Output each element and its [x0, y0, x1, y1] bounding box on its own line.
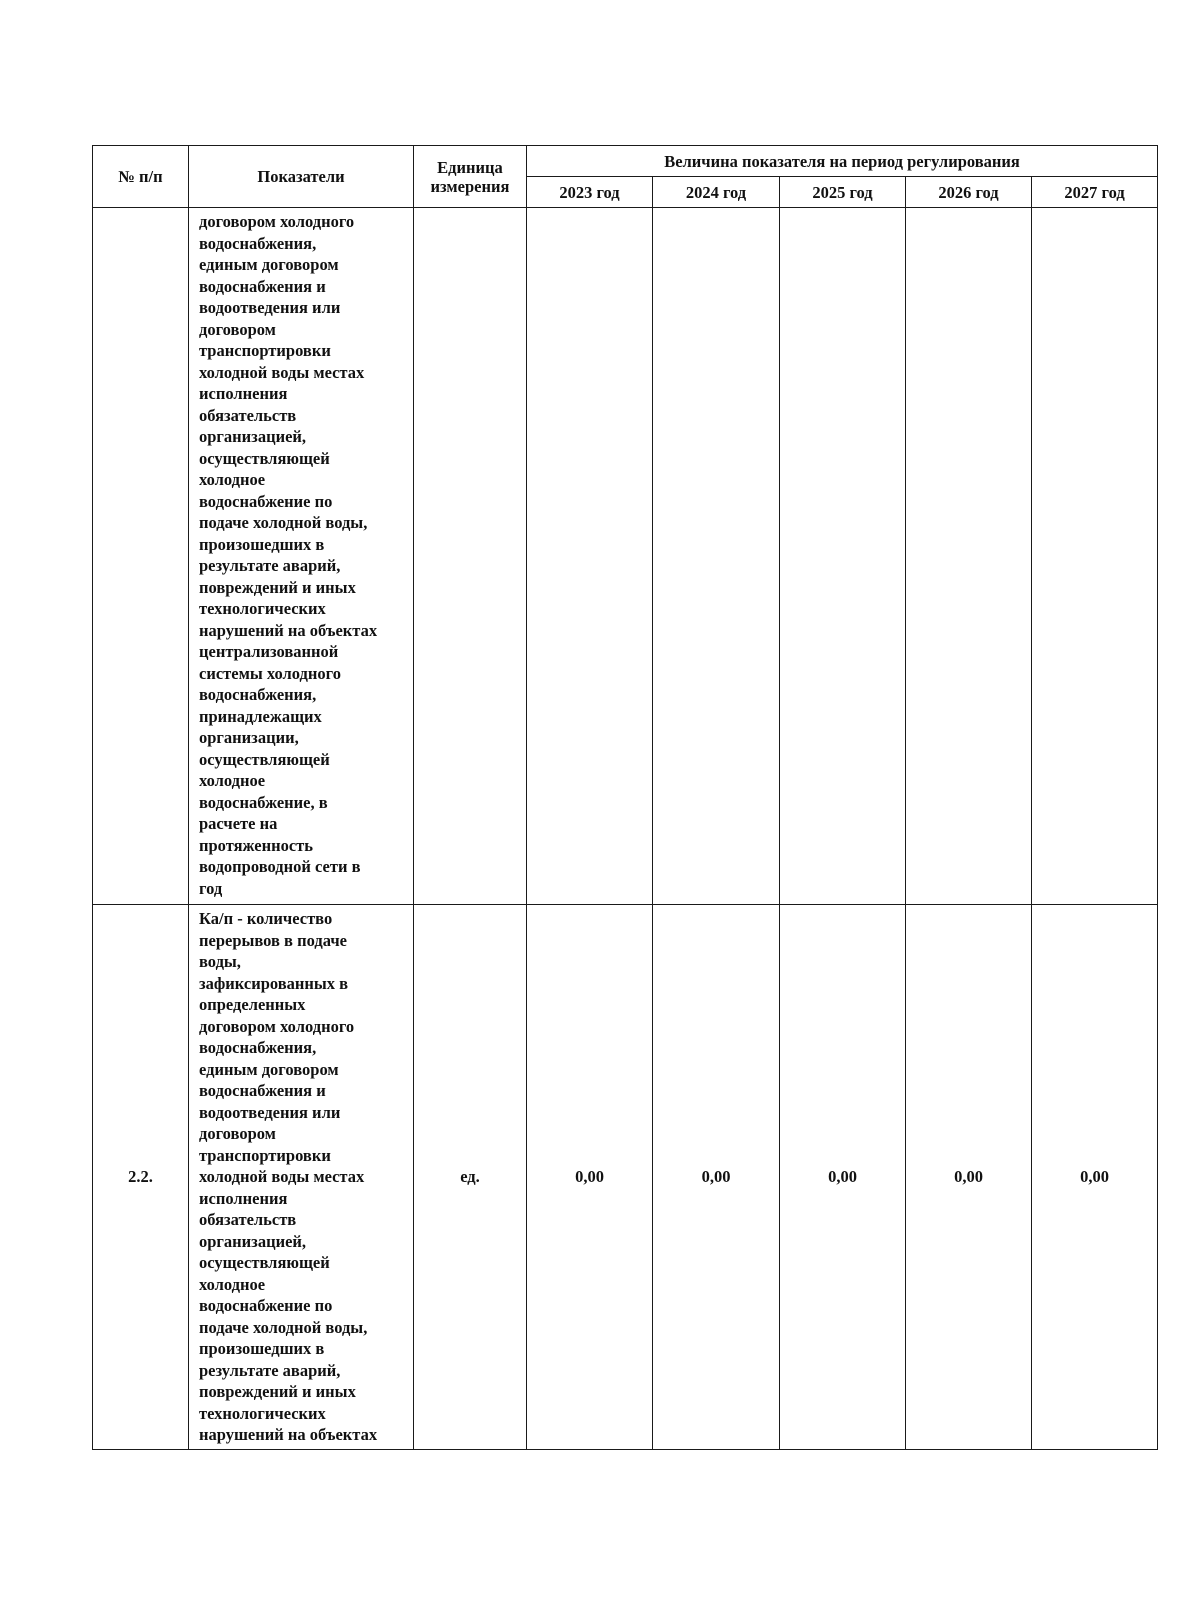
indicators-table	[92, 145, 1158, 1450]
row-indicator-text: договором холодного водоснабжения, единым договором водоснабжения и водоотведения или договором транспортировки холодной воды местах исполнения обязательств организацией, осуществляющей холодное водоснабжение по подаче холодной воды, произошедших в результате аварий, повреждений и иных технологических нарушений на объектах централизованной системы холодного водоснабжения, принадлежащих организации, осуществляющей холодное водоснабжение, в расчете на протяженность водопроводной сети в год	[199, 212, 378, 898]
row-value	[527, 208, 653, 905]
row-value: 0,00	[780, 905, 906, 1450]
header-period-group: Величина показателя на период регулирования	[527, 146, 1158, 177]
header-year: 2026 год	[906, 177, 1032, 208]
header-num: № п/п	[93, 146, 189, 208]
header-year: 2025 год	[780, 177, 906, 208]
row-value: 0,00	[1032, 905, 1158, 1450]
row-value	[780, 208, 906, 905]
header-row	[93, 146, 1158, 177]
header-unit: Единица измерения	[414, 146, 527, 208]
row-value	[1032, 208, 1158, 905]
header-indicator: Показатели	[189, 146, 414, 208]
row-unit: ед.	[414, 905, 527, 1450]
table-row	[93, 208, 1158, 905]
row-num	[93, 208, 189, 905]
row-value: 0,00	[906, 905, 1032, 1450]
header-year: 2027 год	[1032, 177, 1158, 208]
row-value	[906, 208, 1032, 905]
row-num: 2.2.	[93, 905, 189, 1450]
table-row	[93, 905, 1158, 1450]
row-unit	[414, 208, 527, 905]
row-indicator	[189, 208, 414, 905]
row-value: 0,00	[653, 905, 780, 1450]
row-value: 0,00	[527, 905, 653, 1450]
header-year: 2024 год	[653, 177, 780, 208]
row-value	[653, 208, 780, 905]
row-indicator-text: Ка/п - количество перерывов в подаче воды, зафиксированных в определенных договором холодного водоснабжения, единым договором водоснабжения и водоотведения или договором транспортировки холодной воды местах исполнения обязательств организацией, осуществляющей холодное водоснабжение по подаче холодной воды, произошедших в результате аварий, повреждений и иных технологических нарушений на объектах	[199, 909, 378, 1444]
header-year: 2023 год	[527, 177, 653, 208]
row-indicator	[189, 905, 414, 1450]
